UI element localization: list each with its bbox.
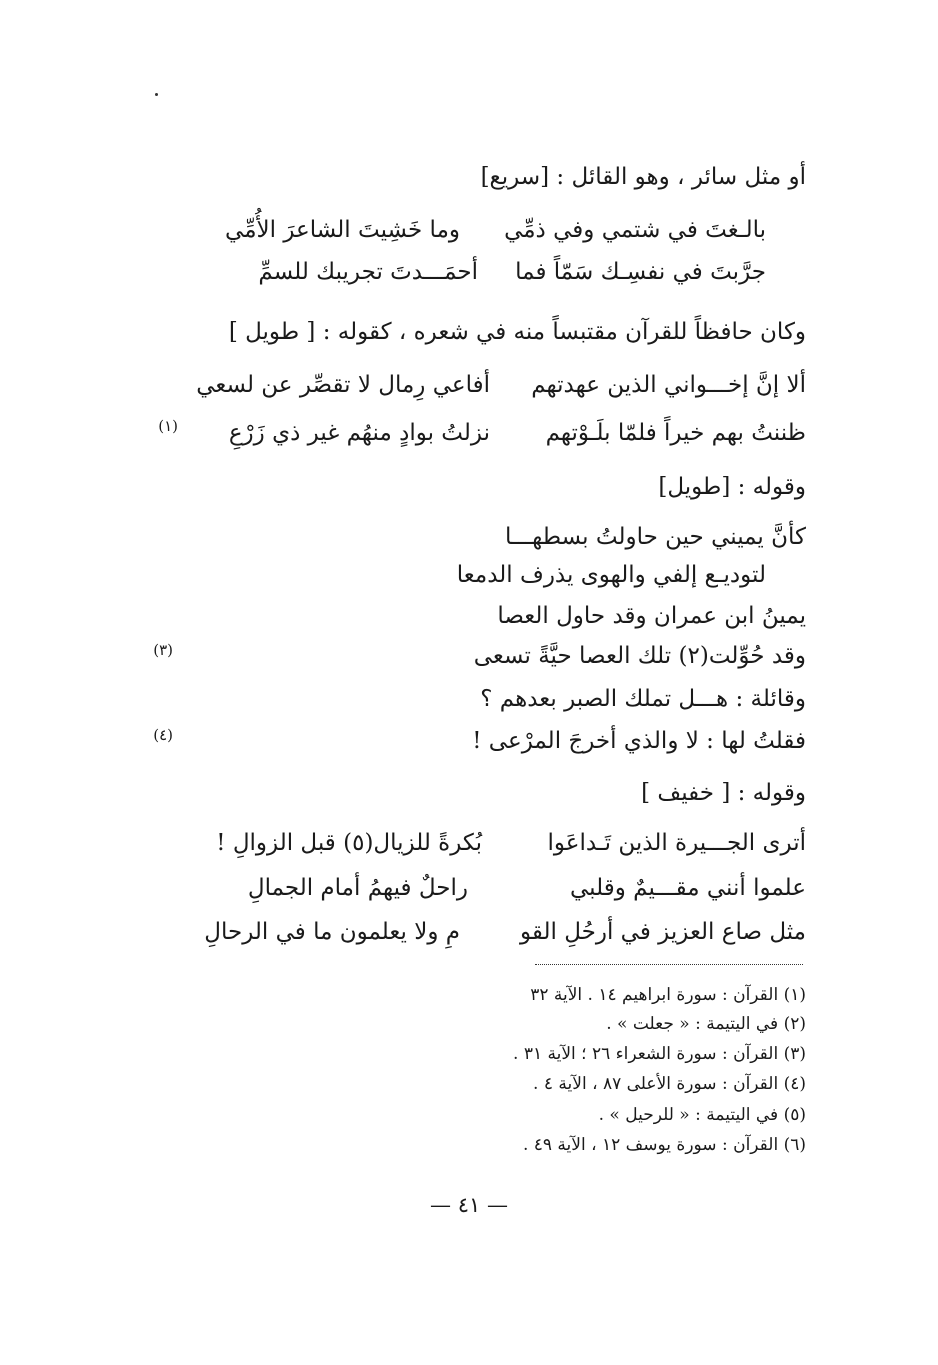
verse-4-second-hemistich: نزلتُ بوادٍ منهُم غير ذي زَرْعِ — [228, 420, 490, 446]
verse-5-first-hemistich: أترى الجـــيرة الذين تَـداعَوا — [547, 830, 806, 856]
ink-speck — [155, 93, 158, 96]
intro-line-1: أو مثل سائر ، وهو القائل : [سريع] — [480, 164, 806, 190]
poem-line-5: وقائلة : هـــل تملك الصبر بعدهم ؟ — [480, 686, 806, 712]
footnote-ref-3: (٣) — [153, 641, 173, 659]
footnote-5: (٥) في اليتيمة : « للرحيل » . — [598, 1105, 806, 1125]
footnote-2: (٢) في اليتيمة : « جعلت » . — [606, 1014, 806, 1034]
verse-6-first-hemistich: علموا أنني مقـــيمٌ وقلبي — [570, 875, 806, 901]
page-number: — ٤١ — — [430, 1193, 508, 1217]
intro-line-4: وقوله : [ خفيف ] — [641, 780, 806, 806]
verse-3-first-hemistich: ألا إنَّ إخـــواني الذين عهدتهم — [531, 372, 806, 398]
intro-line-2: وكان حافظاً للقرآن مقتبساً منه في شعره ، كقوله : [ طويل ] — [228, 319, 806, 345]
footnote-ref-1: (١) — [158, 417, 178, 435]
footnote-3: (٣) القرآن : سورة الشعراء ٢٦ ؛ الآية ٣١ . — [513, 1044, 806, 1064]
poem-line-1: كأنَّ يميني حين حاولتُ بسطهـــا — [504, 524, 806, 550]
verse-7-second-hemistich: مِ ولا يعلمون ما في الرحالِ — [204, 919, 460, 945]
poem-line-4: وقد حُوِّلت(٢) تلك العصا حيَّةً تسعى — [473, 643, 806, 669]
verse-3-second-hemistich: أفاعي رِمال لا تقصِّر عن لسعي — [196, 372, 490, 398]
footnote-1: (١) القرآن : سورة ابراهيم ١٤ . الآية ٣٢ — [530, 985, 806, 1005]
footnote-ref-4: (٤) — [153, 726, 173, 744]
verse-5-second-hemistich: بُكرةً للزيال(٥) قبل الزوالِ ! — [216, 830, 482, 856]
verse-1-first-hemistich: بالـغتَ في شتمي وفي ذمِّي — [504, 217, 766, 243]
footnote-4: (٤) القرآن : سورة الأعلى ٨٧ ، الآية ٤ . — [533, 1074, 806, 1094]
poem-line-6: فقلتُ لها : لا والذي أخرجَ المرْعى ! — [472, 728, 806, 754]
footnote-divider — [535, 964, 803, 965]
verse-6-second-hemistich: راحلٌ فيهمُ أمام الجمالِ — [247, 875, 468, 901]
poem-line-3: يمينُ ابن عمران وقد حاول العصا — [497, 603, 806, 629]
verse-7-first-hemistich: مثل صاع العزيز في أرحُلِ القو — [520, 919, 806, 945]
verse-4-first-hemistich: ظننتُ بهم خيراً فلمّا بلَـوْتهم — [545, 420, 806, 446]
intro-line-3: وقوله : [طويل] — [658, 474, 806, 500]
verse-2-first-hemistich: جرَّبتَ في نفسِـك سَمّاً فما — [515, 259, 766, 285]
verse-1-second-hemistich: وما خَشِيتَ الشاعرَ الأُمِّي — [225, 217, 460, 243]
footnote-6: (٦) القرآن : سورة يوسف ١٢ ، الآية ٤٩ . — [522, 1135, 806, 1155]
verse-2-second-hemistich: أحمَـــدتَ تجريبك للسمِّ — [258, 259, 478, 285]
poem-line-2: لتوديـع إلفي والهوى يذرف الدمعا — [456, 562, 766, 588]
